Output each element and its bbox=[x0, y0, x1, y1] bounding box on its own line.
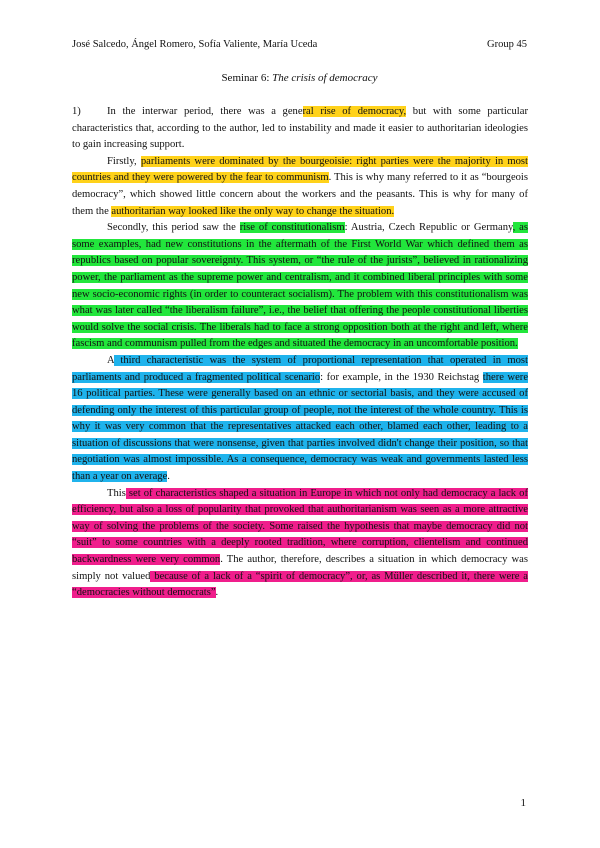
text-segment: . The author, therefore, describes a situation in which democracy was simply not valued bbox=[72, 554, 528, 582]
highlight-blue: there were 16 political parties bbox=[72, 371, 529, 400]
highlight-green: rise of constitutionalism bbox=[239, 222, 345, 234]
document-body bbox=[72, 104, 528, 602]
highlight-blue: third characteristic was the system of proportional representation that operated in most parliaments and produced a fragmented political scenario bbox=[72, 354, 528, 383]
paragraph-4 bbox=[72, 353, 528, 486]
paragraph-2 bbox=[72, 154, 528, 220]
title-prefix: Seminar 6: bbox=[221, 72, 273, 84]
highlight-green: , as some examples, had new constitutions in the aftermath of the First World War which defined them as republics based on popular sovereignty bbox=[72, 222, 528, 267]
paragraph-3 bbox=[72, 220, 528, 353]
text-segment: . This is why many referred to it as “bourgeois democracy”, which showed little concern about the workers and the peasants bbox=[72, 172, 529, 200]
text-segment: . bbox=[215, 587, 219, 599]
text-segment: but with some particular characteristics that, according to the author, led to instability and made it easier to authoritarian ideologies to gain increasing support. bbox=[72, 106, 528, 151]
highlight-yellow: parliaments were dominated by the bourgeoisie: right parties were the majority in most countries and they were powered by the fear to communism bbox=[72, 155, 528, 184]
header-authors: José Salcedo, Ángel Romero, Sofía Valiente, María Uceda bbox=[72, 39, 318, 50]
text-segment: : for example, in the 1930 Reichstag bbox=[320, 371, 483, 383]
page-title bbox=[72, 72, 527, 84]
text-segment: . bbox=[167, 471, 170, 483]
text-segment: A bbox=[107, 354, 115, 366]
highlight-magenta: because of a lack of a “spirit of democracy”, or, as Müller described it, there were a “democracies without democrats” bbox=[72, 570, 529, 599]
text-segment: In the interwar period, there was a gene bbox=[107, 106, 303, 117]
text-segment: : Austria, Czech Republic or Germany bbox=[344, 222, 513, 234]
text-segment: Secondly, this period saw the bbox=[107, 222, 240, 234]
header-group: Group 45 bbox=[487, 39, 527, 50]
highlight-blue: each other, blamed each other, leading to a situation of discussions that were nonsense, given that parties involved didn't change their position, so that negotiation was almost impossible. As a consequence, democracy was weak and governments lasted less than a year on average bbox=[72, 421, 528, 483]
title-italic: The crisis of democracy bbox=[272, 72, 378, 84]
text-segment: . This is why for many of them the bbox=[72, 188, 528, 217]
text-segment: Firstly, bbox=[107, 155, 141, 167]
highlight-magenta: set of characteristics shaped a situation in Europe in which not only had democracy a lack of efficiency, but also a loss of popularity that provoked that authoritarianism was seen as a more attractive way of solving the problems of the society. Some raised the hypothesis that maybe democracy did not “suit” to some countries with a deeply rooted tradition, where corruption, clientelism and continued backwardness were very common bbox=[72, 487, 528, 566]
page-number: 1 bbox=[520, 797, 526, 809]
paragraph-1 bbox=[72, 104, 528, 154]
highlight-yellow: authoritarian way looked like the only way to change the situation. bbox=[111, 205, 395, 217]
list-number: 1) bbox=[72, 106, 81, 117]
highlight-green: . This system, or “the rule of the jurists”, believed in rationalizing power, the parliament as the supreme power and centralism, and it combined liberal principles with some new socio-economic rights (in order to counteract socialism). The problem with this constitutionalism was what was later called “the liberalism failure”, i.e., the belief that offering the people constitutional liberties would solve the social crisis. The liberals had to face a strong opposition both at the right and left, where fascism and communism pulled from the edges and situated the democracy in an uncomfortable position. bbox=[72, 255, 528, 350]
paragraph-5 bbox=[72, 486, 528, 602]
highlight-blue: . These were generally based on an ethnic or sectorial basis, and they were accused of defending only the interest of this particular group of people, not the interest of the whole country. This is why it was very common that the representatives attacked bbox=[72, 388, 528, 433]
text-segment: This bbox=[107, 487, 126, 499]
highlight-yellow: ral rise of democracy, bbox=[302, 106, 407, 117]
